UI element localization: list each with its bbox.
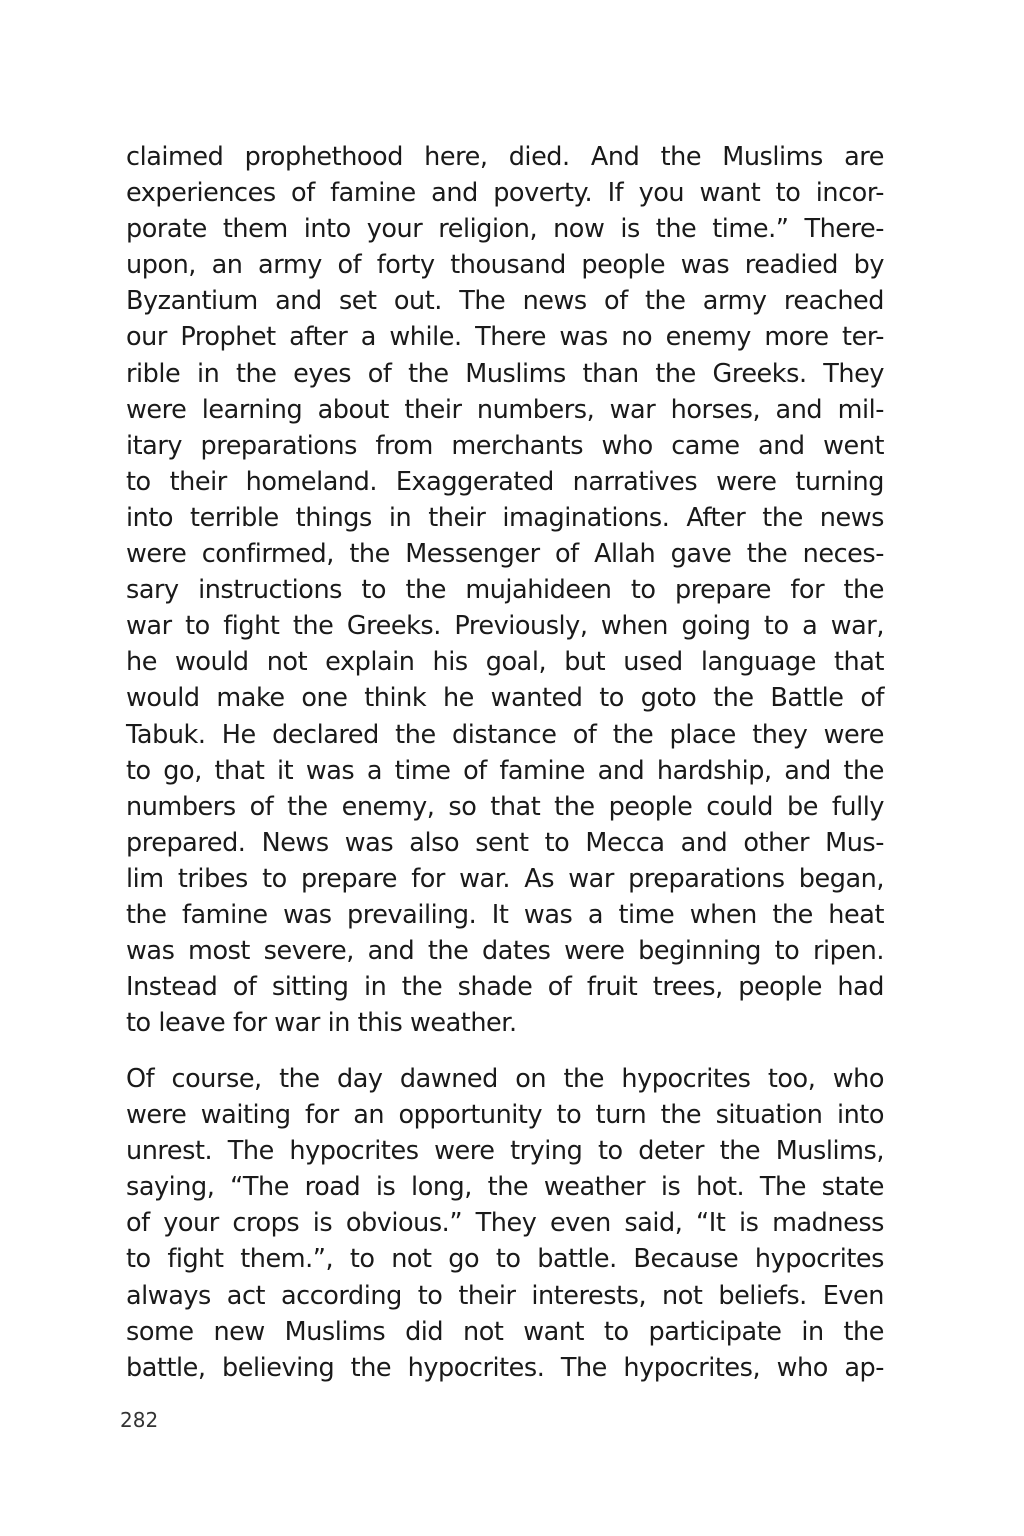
page-number: 282 xyxy=(120,1408,159,1432)
text-line: were learning about their numbers, war horses, and mil- xyxy=(126,394,884,425)
text-line: rible in the eyes of the Muslims than the Greeks. They xyxy=(126,358,884,389)
text-line: sary instructions to the mujahideen to prepare for the xyxy=(126,575,884,606)
text-line: was most severe, and the dates were beginning to ripen. xyxy=(126,936,884,967)
text-line: itary preparations from merchants who came and went xyxy=(126,430,884,461)
text-line: he would not explain his goal, but used language that xyxy=(126,647,884,678)
text-line: to go, that it was a time of famine and hardship, and the xyxy=(126,755,884,786)
text-line: our Prophet after a while. There was no enemy more ter- xyxy=(126,322,884,353)
text-line: Of course, the day dawned on the hypocrites too, who xyxy=(126,1064,884,1094)
text-line: prepared. News was also sent to Mecca and other Mus- xyxy=(126,827,884,858)
text-line: into terrible things in their imaginations. After the news xyxy=(126,502,884,533)
text-line: unrest. The hypocrites were trying to deter the Muslims, xyxy=(126,1136,884,1167)
text-line: some new Muslims did not want to participate in the xyxy=(126,1316,884,1347)
text-line: were confirmed, the Messenger of Allah gave the neces- xyxy=(126,539,884,570)
text-line: saying, “The road is long, the weather is hot. The state xyxy=(126,1172,884,1203)
text-line: upon, an army of forty thousand people was readied by xyxy=(126,250,884,281)
text-line: Byzantium and set out. The news of the army reached xyxy=(126,286,884,317)
text-line: war to fight the Greeks. Previously, when going to a war, xyxy=(126,611,884,642)
text-line: Tabuk. He declared the distance of the place they were xyxy=(126,719,884,750)
text-line: to their homeland. Exaggerated narratives were turning xyxy=(126,466,884,497)
text-line: to leave for war in this weather. xyxy=(126,1008,517,1039)
text-line: porate them into your religion, now is the time.” There- xyxy=(126,214,884,245)
text-line: to fight them.”, to not go to battle. Because hypocrites xyxy=(126,1244,884,1275)
text-line: of your crops is obvious.” They even said, “It is madness xyxy=(126,1208,884,1239)
text-line: claimed prophethood here, died. And the Muslims are xyxy=(126,142,884,172)
text-line: the famine was prevailing. It was a time when the heat xyxy=(126,899,884,930)
text-line: battle, believing the hypocrites. The hypocrites, who ap- xyxy=(126,1352,884,1383)
text-line: lim tribes to prepare for war. As war preparations began, xyxy=(126,863,884,894)
paragraph-1 xyxy=(126,139,884,1041)
text-line: always act according to their interests, not beliefs. Even xyxy=(126,1280,884,1311)
text-line: would make one think he wanted to goto the Battle of xyxy=(126,683,884,714)
text-line: Instead of sitting in the shade of fruit trees, people had xyxy=(126,972,884,1003)
text-line: numbers of the enemy, so that the people could be fully xyxy=(126,791,884,822)
text-line: were waiting for an opportunity to turn the situation into xyxy=(126,1100,884,1131)
paragraph-2 xyxy=(126,1061,884,1386)
text-line: experiences of famine and poverty. If you want to incor- xyxy=(126,178,884,209)
